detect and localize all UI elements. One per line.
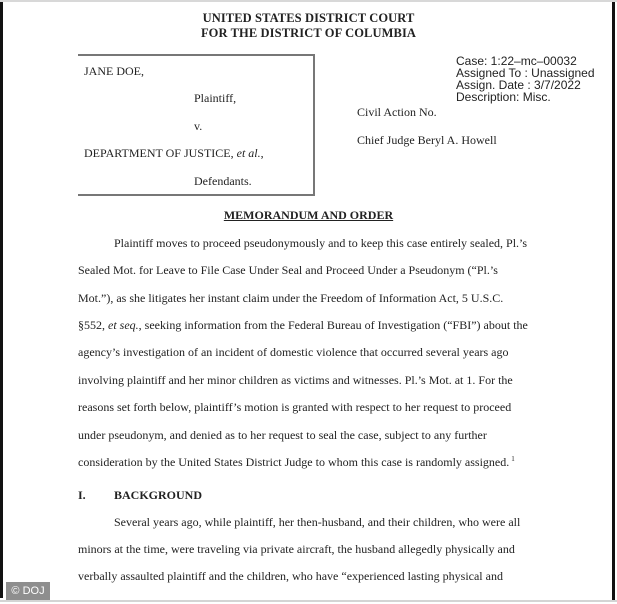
paragraph1-last-line: consideration by the United States District Judge to whom this case is randomly assigned. [78, 455, 510, 469]
paragraph2-line: minors at the time, were traveling via private aircraft, the husband allegedly physically and [78, 542, 515, 556]
footnote-marker[interactable]: 1 [511, 455, 515, 463]
defendant-suffix: , [260, 146, 264, 160]
memo-title: MEMORANDUM AND ORDER [223, 208, 394, 222]
line4-rest: , seeking information from the Federal Bureau of Investigation (“FBI”) about the [138, 318, 528, 332]
defendant-name-text: DEPARTMENT OF JUSTICE, [84, 146, 237, 160]
image-credit-badge: © DOJ [6, 582, 50, 600]
top-border [0, 0, 617, 2]
paragraph1-line: Plaintiff moves to proceed pseudonymously and to keep this case entirely sealed, Pl.’s [114, 236, 528, 250]
defendant-etal: et al. [236, 146, 261, 160]
court-title-line2: FOR THE DISTRICT OF COLUMBIA [200, 26, 417, 40]
paragraph1-line [78, 455, 515, 470]
defendant-name [84, 146, 264, 161]
paragraph1-line [78, 318, 528, 333]
court-title-line1: UNITED STATES DISTRICT COURT [202, 11, 415, 25]
versus: v. [194, 119, 203, 133]
paragraph1-line: under pseudonym, and denied as to her request to seal the case, subject to any further [78, 428, 487, 442]
left-border [0, 2, 3, 598]
paragraph1-line: involving plaintiff and her minor children as victims and witnesses. Pl.’s Mot. at 1. For the [78, 373, 513, 387]
description-stamp: Description: Misc. [456, 90, 551, 104]
defendant-label: Defendants. [194, 174, 252, 188]
civil-action-label: Civil Action No. [357, 105, 437, 119]
et-seq: et seq. [108, 318, 139, 332]
assign-date-stamp: Assign. Date : 3/7/2022 [456, 78, 581, 92]
assigned-to-stamp: Assigned To : Unassigned [456, 66, 595, 80]
section-title: BACKGROUND [114, 488, 203, 502]
paragraph1-line: agency’s investigation of an incident of domestic violence that occurred several years ago [78, 345, 509, 359]
paragraph1-line: reasons set forth below, plaintiff’s motion is granted with respect to her request to proceed [78, 400, 512, 414]
paragraph1-line: Mot.”), as she litigates her instant claim under the Freedom of Information Act, 5 U.S.C. [78, 291, 504, 305]
paragraph1-line: Sealed Mot. for Leave to File Case Under Seal and Proceed Under a Pseudonym (“Pl.’s [78, 263, 498, 277]
right-border [612, 2, 615, 600]
statute-section: §552, [78, 318, 108, 332]
paragraph2-line: Several years ago, while plaintiff, her then-husband, and their children, who were all [114, 515, 521, 529]
section-number: I. [78, 488, 86, 502]
plaintiff-name: JANE DOE, [84, 64, 144, 78]
bottom-border [0, 600, 617, 602]
plaintiff-label: Plaintiff, [194, 91, 237, 105]
paragraph2-line: verbally assaulted plaintiff and the children, who have “experienced lasting physical and [78, 569, 503, 583]
case-number-stamp: Case: 1:22–mc–00032 [456, 54, 577, 68]
judge-name: Chief Judge Beryl A. Howell [357, 133, 497, 147]
